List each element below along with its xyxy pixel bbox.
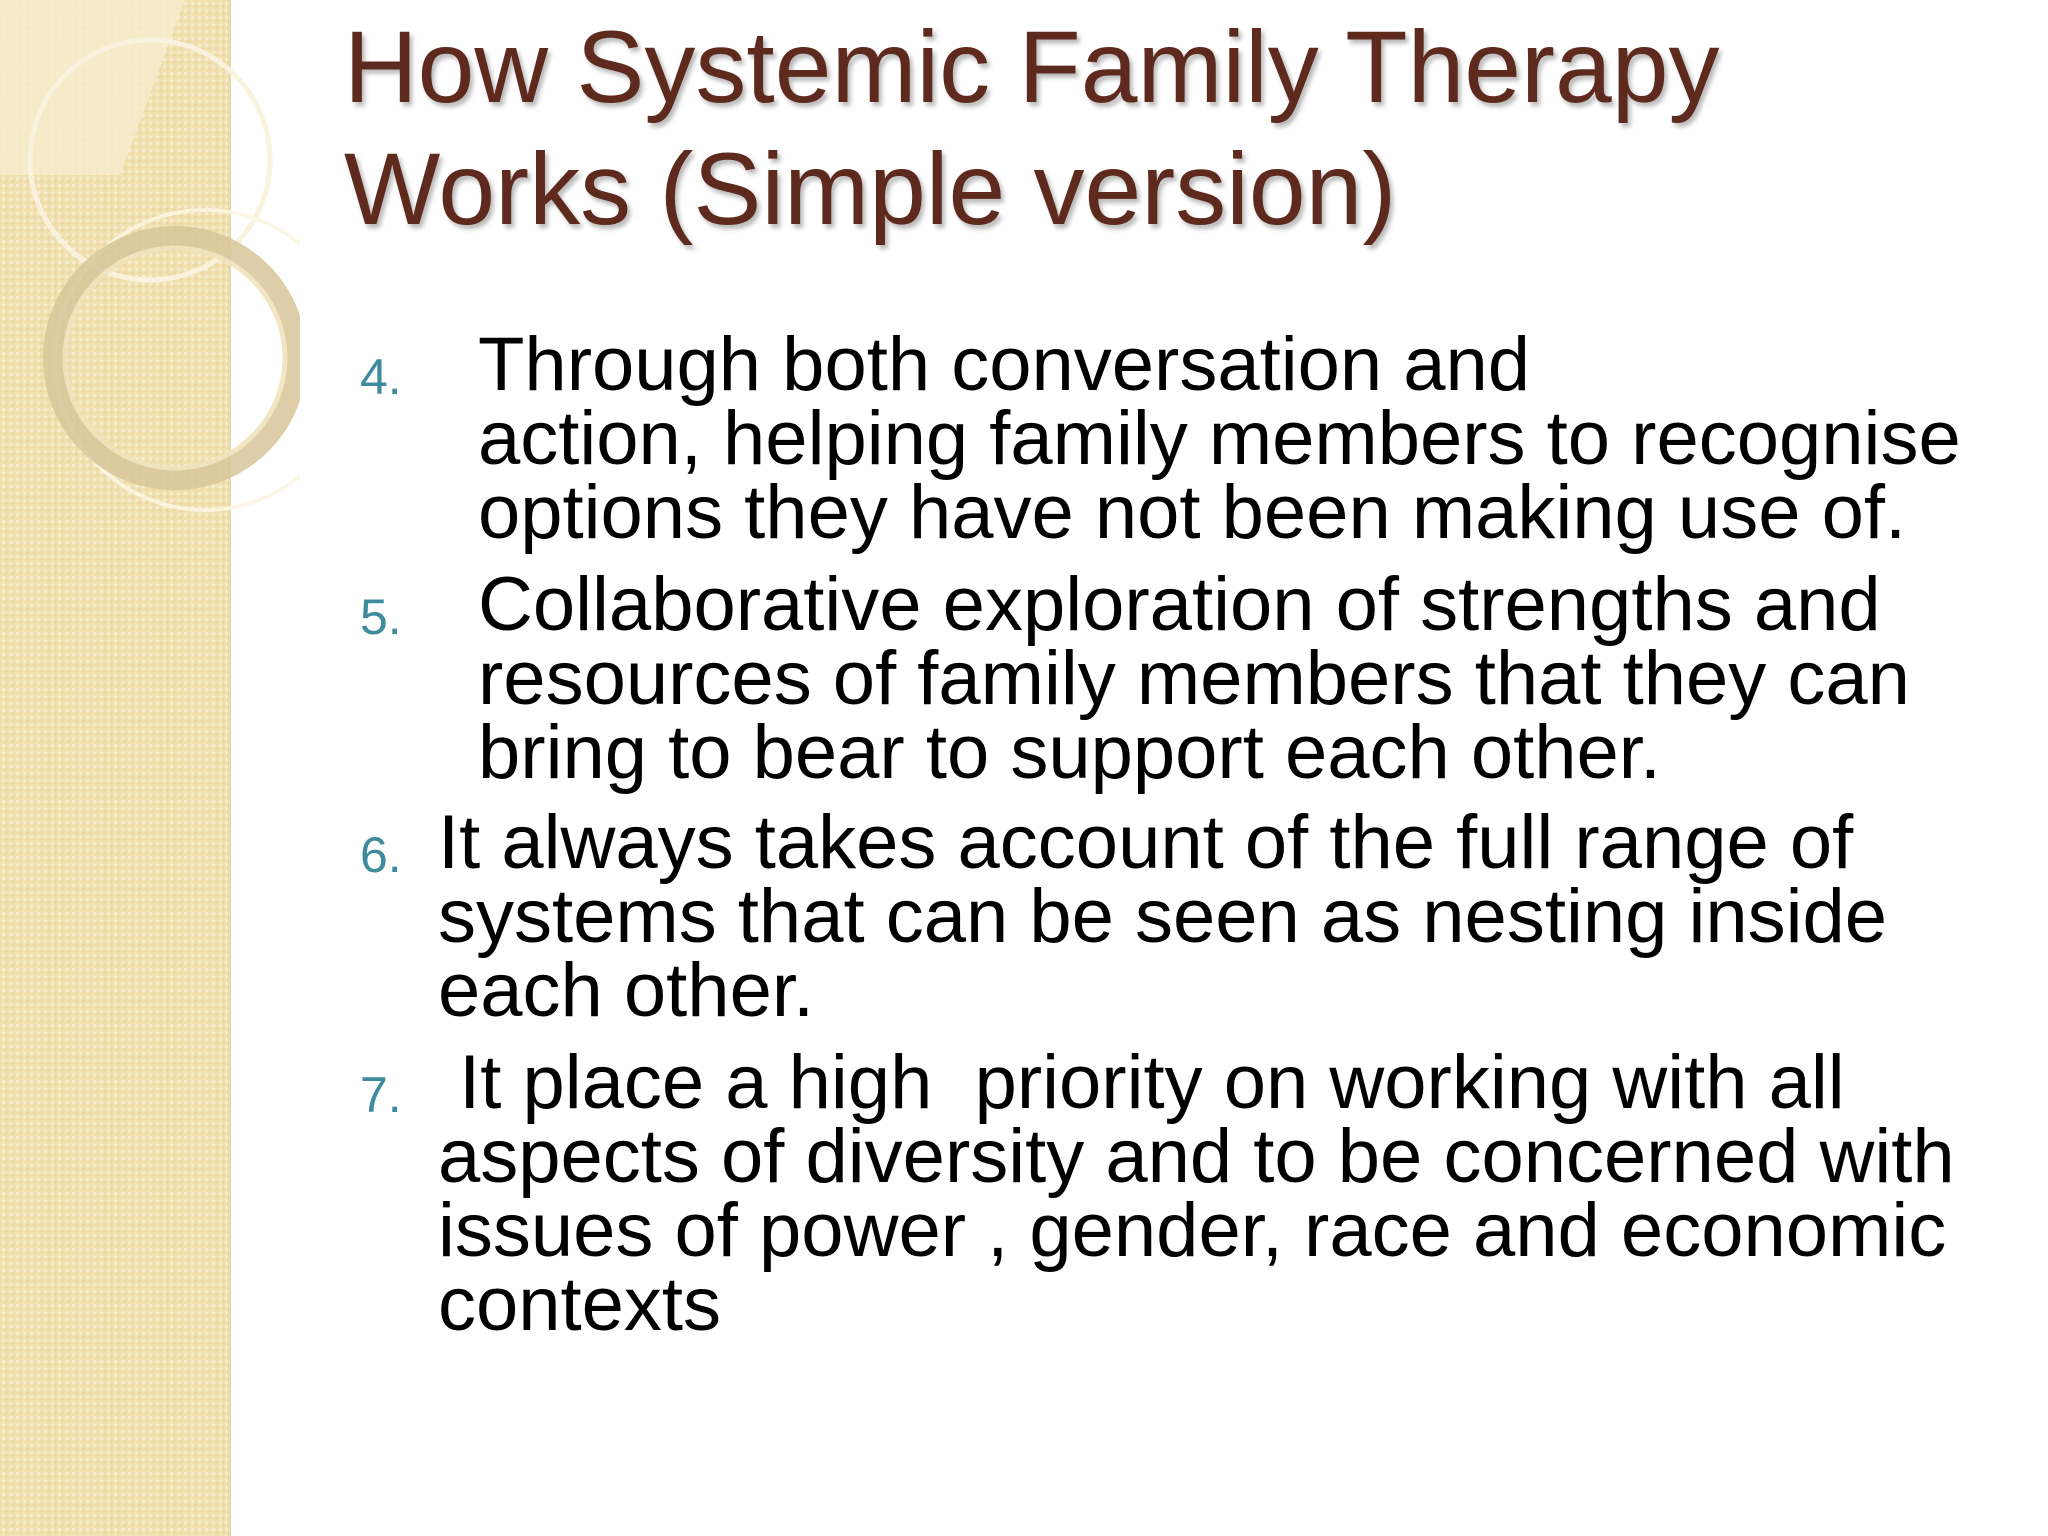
slide-title-line: How Systemic Family Therapy [344, 10, 1720, 124]
list-item-line: systems that can be seen as nesting inside [438, 874, 1888, 959]
list-item-line: each other. [438, 948, 815, 1033]
list-item-line: options they have not been making use of. [478, 470, 1907, 555]
list-item-line: aspects of diversity and to be concerned with [438, 1114, 1955, 1199]
list-item-number: 7. [360, 1067, 402, 1123]
list-item-line: contexts [438, 1262, 722, 1347]
list-item-number: 6. [360, 827, 402, 883]
list-item-line: Through both conversation and [478, 322, 1531, 407]
list-item-line: Collaborative exploration of strengths and [478, 562, 1881, 647]
list-item-line: bring to bear to support each other. [478, 710, 1662, 795]
list-item-line: It place a high priority on working with all [438, 1040, 1845, 1125]
list-item-line: It always takes account of the full range of [438, 800, 1854, 885]
list-item-number: 5. [360, 589, 402, 645]
list-item-line: resources of family members that they can [478, 636, 1910, 721]
list-item-line: action, helping family members to recognise [478, 396, 1961, 481]
list-item-line: issues of power , gender, race and economic [438, 1188, 1947, 1273]
slide-title-line: Works (Simple version) [344, 132, 1397, 246]
list-item-number: 4. [360, 349, 402, 405]
